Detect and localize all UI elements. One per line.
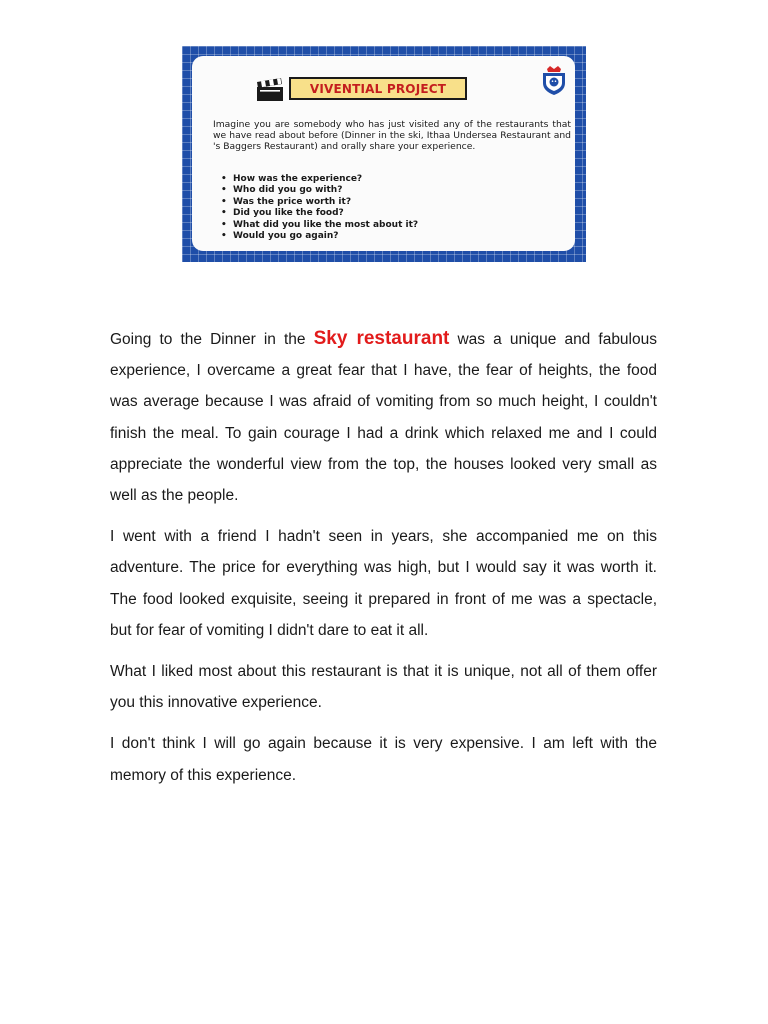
banner-card — [192, 56, 575, 251]
banner-instruction: Imagine you are somebody who has just visited any of the restaurants that we have read about before (Dinner in the ski, Ithaa Undersea Restaurant and 's Baggers Restaurant) and orally share your experience. — [213, 119, 571, 153]
list-item: • Was the price worth it? — [213, 197, 553, 208]
lion-crest-logo — [541, 66, 567, 96]
list-item: • Did you like the food? — [213, 208, 553, 219]
highlighted-phrase: Sky restaurant — [313, 328, 450, 349]
clapperboard-icon — [256, 78, 284, 102]
essay-paragraph-4: I don't think I will go again because it is very expensive. I am left with the memory of this experience. — [110, 735, 657, 784]
list-item: • Who did you go with? — [213, 185, 553, 196]
list-item: • Would you go again? — [213, 231, 553, 242]
paragraph-text: Going to the Dinner in the — [110, 331, 314, 348]
question-list — [213, 174, 553, 242]
essay-paragraph-3: What I liked most about this restaurant is that it is unique, not all of them offer you this innovative experience. — [110, 663, 657, 712]
project-banner — [182, 46, 586, 262]
banner-title: VIVENTIAL PROJECT — [309, 81, 447, 96]
list-item: • What did you like the most about it? — [213, 220, 553, 231]
paragraph-text: was a unique and fabulous experience, I overcame a great fear that I have, the fear of heights, the food was average because I was afraid of vomiting from so much height, I couldn't finish the meal. To gain courage I had a drink which relaxed me and I could appreciate the wonderful view from the top, the houses looked very small as well as the people. — [110, 331, 657, 505]
list-item: • How was the experience? — [213, 174, 553, 185]
essay-body — [110, 323, 657, 801]
banner-title-box — [289, 77, 467, 100]
essay-paragraph-1 — [110, 323, 657, 511]
essay-paragraph-2: I went with a friend I hadn't seen in years, she accompanied me on this adventure. The price for everything was high, but I would say it was worth it. The food looked exquisite, seeing it prepared in front of me was a spectacle, but for fear of vomiting I didn't dare to eat it all. — [110, 528, 657, 639]
